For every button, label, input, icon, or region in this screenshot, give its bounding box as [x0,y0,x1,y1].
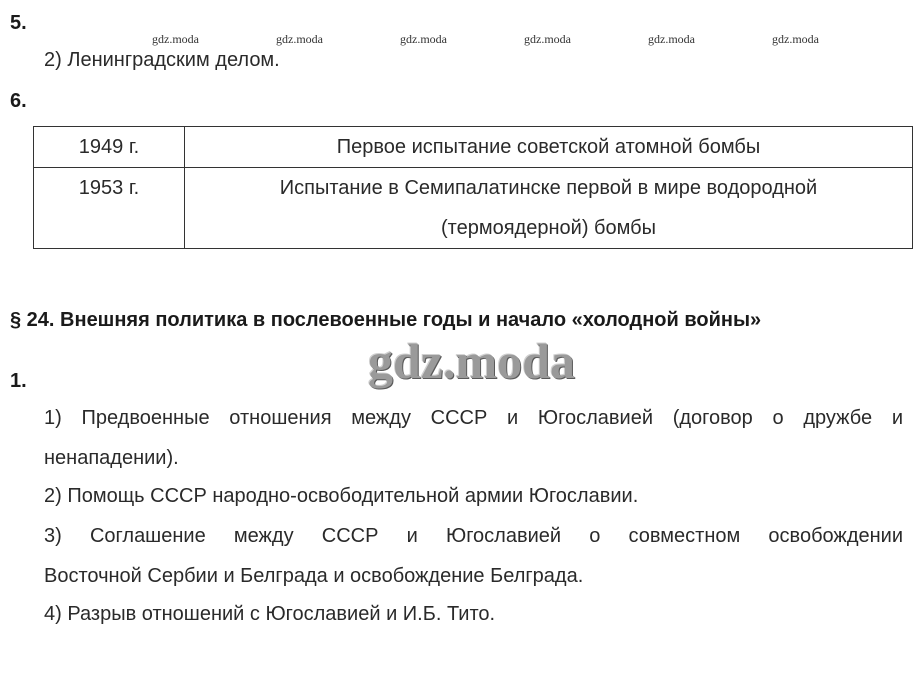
task-5-answer: 2) Ленинградским делом. [44,49,280,71]
event-cell: Испытание в Семипалатинске первой в мире водородной (термоядерной) бомбы [185,168,913,249]
task-1-number: 1. [10,370,27,392]
table-row [34,168,913,249]
watermark-text: gdz.moda [152,32,199,46]
task-6-number: 6. [10,90,27,112]
watermark-text: gdz.moda [524,32,571,46]
year-cell: 1949 г. [34,127,185,168]
watermark-text: gdz.moda [772,32,819,46]
list-item-line: 2) Помощь СССР народно-освободительной армии Югославии. [44,485,639,507]
year-cell: 1953 г. [34,168,185,249]
list-item-line: 1) Предвоенные отношения между СССР и Югославией (договор о дружбе и [44,407,903,429]
event-cell: Первое испытание советской атомной бомбы [185,127,913,168]
chronology-table [33,126,913,249]
task-5-number: 5. [10,12,27,34]
list-item-line: 3) Соглашение между СССР и Югославией о совместном освобождении [44,525,903,547]
watermark-text: gdz.moda [276,32,323,46]
watermark-text: gdz.moda [400,32,447,46]
table-row [34,127,913,168]
watermark-text: gdz.moda [648,32,695,46]
section-heading: § 24. Внешняя политика в послевоенные годы и начало «холодной войны» [10,309,762,331]
watermark-logo: gdz.moda [368,333,575,389]
list-item-line: 4) Разрыв отношений с Югославией и И.Б. Тито. [44,603,496,625]
list-item-line: Восточной Сербии и Белграда и освобождение Белграда. [44,565,584,587]
list-item-line: ненападении). [44,447,179,469]
